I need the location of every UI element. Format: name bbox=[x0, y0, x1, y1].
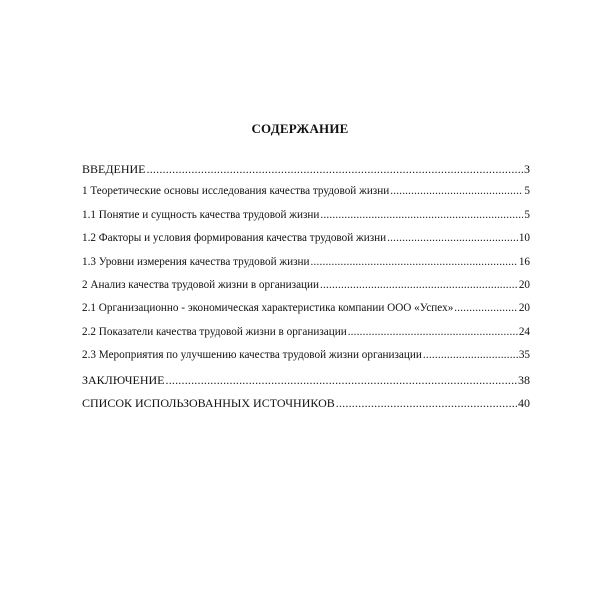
toc-entry-page: 24 bbox=[518, 325, 530, 338]
toc-leader-dots bbox=[320, 279, 518, 291]
toc-entry-section-2-2 bbox=[82, 326, 530, 349]
toc-leader-dots bbox=[348, 326, 518, 338]
toc-entry-text: 2.1 Организационно - экономическая характеристика компании ООО «Успех» bbox=[82, 302, 454, 315]
toc-entry-text: СПИСОК ИСПОЛЬЗОВАННЫХ ИСТОЧНИКОВ bbox=[82, 395, 335, 410]
toc-entry-text: 2 Анализ качества трудовой жизни в организации bbox=[82, 278, 319, 291]
toc-entry-page: 5 bbox=[524, 208, 530, 221]
toc-entry-references bbox=[82, 396, 530, 419]
toc-leader-dots bbox=[390, 185, 523, 197]
toc-entry-page: 38 bbox=[518, 372, 530, 387]
toc-leader-dots bbox=[423, 349, 518, 361]
toc-entry-text: 1.3 Уровни измерения качества трудовой жизни bbox=[82, 255, 310, 268]
toc-leader-dots bbox=[166, 373, 518, 388]
toc-entry-page: 10 bbox=[518, 232, 530, 245]
toc-entry-chapter-2 bbox=[82, 279, 530, 302]
toc-entry-page: 35 bbox=[518, 349, 530, 362]
toc-leader-dots bbox=[310, 256, 517, 268]
toc-entry-text: 2.3 Мероприятия по улучшению качества трудовой жизни организации bbox=[82, 349, 422, 362]
toc-entry-section-2-3 bbox=[82, 349, 530, 372]
toc-leader-dots bbox=[336, 396, 517, 411]
table-of-contents bbox=[82, 162, 530, 419]
toc-entry-introduction bbox=[82, 162, 530, 185]
toc-entry-page: 20 bbox=[518, 278, 530, 291]
toc-entry-page: 5 bbox=[524, 185, 530, 198]
toc-leader-dots bbox=[320, 209, 523, 221]
toc-entry-text: ВВЕДЕНИЕ bbox=[82, 162, 146, 176]
toc-entry-section-1-3 bbox=[82, 256, 530, 279]
toc-entry-section-2-1 bbox=[82, 302, 530, 325]
toc-entry-text: 2.2 Показатели качества трудовой жизни в организации bbox=[82, 325, 347, 338]
toc-entry-text: 1 Теоретические основы исследования качества трудовой жизни bbox=[82, 185, 390, 198]
toc-entry-chapter-1 bbox=[82, 185, 530, 208]
toc-entry-page: 40 bbox=[518, 395, 530, 410]
toc-entry-conclusion bbox=[82, 373, 530, 396]
toc-entry-section-1-1 bbox=[82, 209, 530, 232]
toc-leader-dots bbox=[387, 232, 518, 244]
toc-title: СОДЕРЖАНИЕ bbox=[251, 121, 349, 136]
toc-leader-dots bbox=[147, 162, 523, 177]
toc-leader-dots bbox=[454, 302, 518, 314]
toc-entry-section-1-2 bbox=[82, 232, 530, 255]
toc-entry-page: 16 bbox=[518, 255, 530, 268]
toc-entry-page: 3 bbox=[524, 162, 530, 176]
toc-entry-page: 20 bbox=[518, 302, 530, 315]
toc-entry-text: ЗАКЛЮЧЕНИЕ bbox=[82, 372, 165, 387]
toc-entry-text: 1.2 Факторы и условия формирования качества трудовой жизни bbox=[82, 232, 387, 245]
toc-entry-text: 1.1 Понятие и сущность качества трудовой жизни bbox=[82, 208, 320, 221]
